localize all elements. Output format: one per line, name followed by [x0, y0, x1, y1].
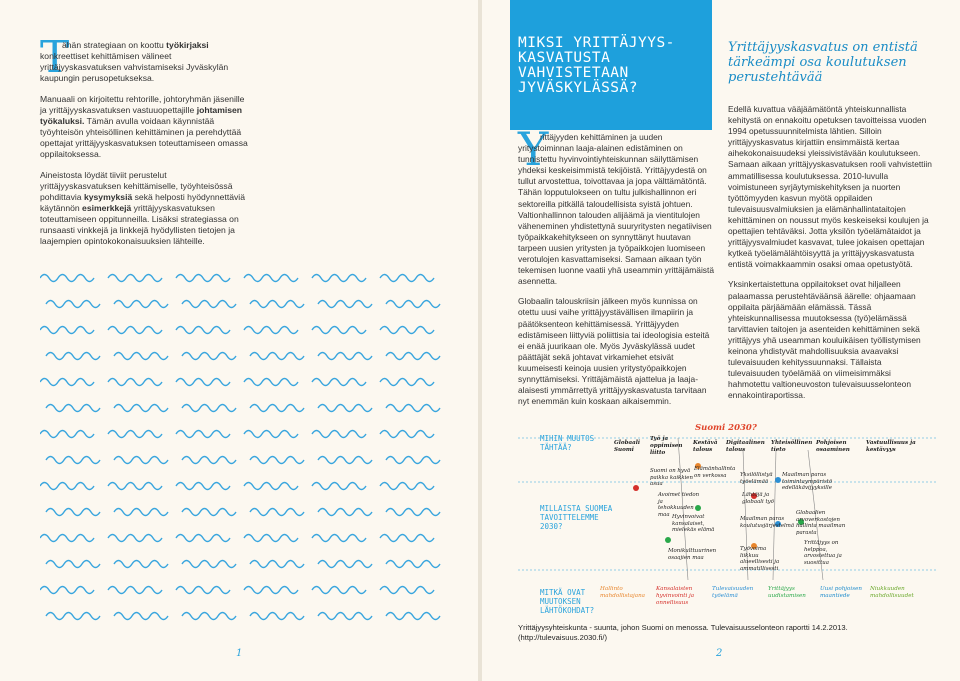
wave-stroke	[182, 509, 236, 516]
wave-stroke	[318, 301, 372, 308]
wave-stroke	[380, 431, 434, 438]
node-dot	[665, 537, 671, 543]
question-2: MILLAISTA SUOMEA TAVOITTELEMME 2030?	[540, 504, 613, 531]
wave-stroke	[176, 379, 230, 386]
col2-para-1: rittäjyyden kehittäminen ja uuden yritystoiminnan laaja-alainen edistäminen on tunnistettu hyvinvointiyhteiskunnan säilyttämisen yhdeksi keskeisimmistä tekijöistä. Yrittäjyydestä on tullut arvostettua, toivottavaa ja jopa välttämätöntä. Tähän lopputulokseen on tultu julkishallinnon eri sektoreilla pitkällä taloudellisista syistä johtuen. Valtionhallinnon talouden alijäämä ja vientitulojen väheneminen yhdistettynä suuryritysten negatiivisen työpaikkakehitykseen on synnyttänyt huutavan tarpeen uusien yritysten ja työpaikkojen luomiseen verotulojen kasvattamiseksi. Samaan aikaan työn tekemisen luonne vaatii yhä useammin yrittäjämäistä asennetta.	[518, 132, 714, 287]
wave-stroke	[386, 561, 440, 568]
top-label-1: Globaali Suomi	[614, 440, 641, 453]
top-label-5: Yhteisöllinen tieto	[771, 440, 813, 453]
top-label-6: Pohjoisen osaaminen	[816, 440, 850, 453]
node-dot	[633, 485, 639, 491]
wave-stroke	[114, 509, 168, 516]
wave-stroke	[244, 483, 298, 490]
wave-stroke	[108, 275, 162, 282]
wave-stroke	[114, 301, 168, 308]
wave-stroke	[250, 353, 304, 360]
diagram-center-title: Suomi 2030?	[695, 423, 757, 433]
note-2: Elämänhallinta on verkossa	[694, 466, 736, 479]
diagram-caption: Yrittäjyysyhteiskunta - suunta, johon Suomi on menossa. Tulevaisuusselonteon raportti 14.2.2013. (http://tulevaisuus.2030.fi/)	[518, 623, 848, 642]
note-10: Monikulttuurinen osaajien maa	[668, 548, 717, 561]
wave-stroke	[386, 457, 440, 464]
intro-para-1: ähän strategiaan on koottu työkirjaksi konkreettiset kehittämisen välineet yrittäjyyskasvatuksen vahvistamiseksi Jyväskylän kaupungin perusopetukseksa.	[40, 40, 229, 83]
wave-stroke	[318, 509, 372, 516]
wave-stroke	[182, 301, 236, 308]
wave-stroke	[318, 405, 372, 412]
wave-stroke	[312, 483, 366, 490]
wave-pattern	[40, 268, 448, 648]
wave-stroke	[176, 431, 230, 438]
wave-stroke	[176, 327, 230, 334]
wave-stroke	[46, 613, 100, 620]
wave-stroke	[182, 405, 236, 412]
wave-stroke	[312, 327, 366, 334]
wave-stroke	[114, 405, 168, 412]
wave-stroke	[380, 587, 434, 594]
intro-para-3: Aineistosta löydät tiiviit perustelut yrittäjyyskasvatuksen kehittämiselle, työyhteisössä pohdittavia kysymyksiä sekä helposti hyödynnettäviä käytännön esimerkkejä yrittäjyyskasvatuksen toteuttamiseen oppitunneilla. Lisäksi strategiassa on runsaasti vinkkejä ja linkkejä hyödyllisten tietojen ja laajempien opintokokonaisuuksien lähteille.	[40, 170, 245, 246]
wave-stroke	[312, 275, 366, 282]
title-box-heading: MIKSI YRITTÄJYYS-KASVATUSTA VAHVISTETAAN JYVÄSKYLÄSSÄ?	[518, 35, 675, 96]
wave-stroke	[40, 483, 94, 490]
wave-stroke	[176, 587, 230, 594]
wave-stroke	[386, 613, 440, 620]
wave-stroke	[108, 327, 162, 334]
wave-stroke	[312, 431, 366, 438]
wave-stroke	[250, 457, 304, 464]
wave-stroke	[40, 535, 94, 542]
wave-stroke	[40, 379, 94, 386]
drop-cap-t: T	[40, 32, 70, 83]
wave-stroke	[108, 379, 162, 386]
wave-stroke	[176, 483, 230, 490]
wave-stroke	[182, 613, 236, 620]
wave-stroke	[318, 561, 372, 568]
wave-stroke	[250, 613, 304, 620]
wave-stroke	[386, 301, 440, 308]
page-number-left: 1	[236, 648, 243, 659]
wave-stroke	[182, 561, 236, 568]
wave-stroke	[244, 379, 298, 386]
top-label-2: Työ ja oppimisen liitto	[650, 436, 683, 456]
note-4: Avoimet tiedon ja tehokkuuden maa	[658, 492, 700, 518]
note-7: Maailman paras koulutusjärjestelmä	[740, 516, 795, 529]
wave-stroke	[380, 483, 434, 490]
wave-stroke	[244, 275, 298, 282]
wave-stroke	[114, 613, 168, 620]
wave-stroke	[46, 301, 100, 308]
note-11: Työvoima liikkuu alueellisesti ja ammatillisesti	[740, 546, 780, 572]
wave-stroke	[386, 353, 440, 360]
wave-stroke	[46, 405, 100, 412]
bottom-label-1: Hallinto mahdollistajana	[600, 586, 646, 599]
wave-stroke	[114, 457, 168, 464]
wave-stroke	[108, 535, 162, 542]
note-1: Suomi on hyvä paikka kaikkien asua	[650, 468, 693, 488]
wave-stroke	[312, 379, 366, 386]
question-3: MITKÄ OVAT MUUTOKSEN LÄHTÖKOHDAT?	[540, 588, 595, 615]
note-12: Yrittäjyys on helppoa, arvostettua ja suosittua	[804, 540, 842, 566]
wave-stroke	[46, 457, 100, 464]
wave-stroke	[176, 275, 230, 282]
wave-stroke	[40, 431, 94, 438]
wave-stroke	[108, 431, 162, 438]
bottom-label-2: Kansalaisten hyvinvointi ja onnellisuus	[656, 586, 695, 606]
bottom-label-6: Niukkuuden mahdollisuudet	[870, 586, 914, 599]
note-9: Globaalien arvoverkostojen hallinta maailman parasta	[796, 510, 846, 536]
wave-stroke	[318, 353, 372, 360]
wave-stroke	[318, 613, 372, 620]
wave-stroke	[380, 379, 434, 386]
col3-para-1: Edellä kuvattua vääjäämätöntä yhteiskunnallista kehitystä on ennakoitu opetuksen tavoitteissa vuoden 1994 opetussuunnitelmista lähtien. Silloin yrittäjyyskasvatus kirjattiin ensimmäistä kertaa aihekokonaisuudeksi yleissivistävään koulutukseen. Samaan aikaan yrittäjyyskasvatuksen rooli vahvistettiin ammatillisessa koulutuksessa. 2010-luvulla voimistuneen syrjäytymiskehityksen ja nuorten työttömyyden kasvun myötä oppilaiden tulevaisuusvalmiuksien ja elämänhallintataitojen kehittäminen on noussut myös keskeiseksi koulujen ja opettajien tehtäväksi. Jotta yksilön työelämätaidot ja yrittäjyysvalmiudet kasvavat, tulee jokaisen opettajan kytkeä työelämälähtöisyyttä ja yrittäjyyskasvatusta entistä voimakkaammin osaksi omaa opetustyötä.	[728, 104, 932, 270]
top-label-7: Vastuullisuus ja kestävyys	[866, 440, 916, 453]
wave-stroke	[250, 301, 304, 308]
wave-stroke	[250, 561, 304, 568]
wave-stroke	[40, 587, 94, 594]
column-3	[728, 104, 933, 410]
col2-para-2: Globaalin talouskriisin jälkeen myös kunnissa on otettu uusi vaihe yrittäjyystävällisen ilmapiirin ja päätöksenteon kehittämisessä. Yrittäjyyden edistämiseen liittyviä poliittisia tai ideologisia esteitä ei enää juurikaan ole. Myös Jyväskylässä uudet päättäjät sekä johtavat virkamiehet etsivät kuumeisesti keinoja uusien yritystyöpaikkojen synnyttämiseksi. Yrittäjämäistä ajattelua ja laaja-alaisesti ymmärrettyä yrittäjyyskasvatusta tarvitaan nyt enemmän kuin koskaan aikaisemmin.	[518, 296, 710, 407]
wave-stroke	[386, 405, 440, 412]
note-6: Hyvinvoivat kansalaiset, mielekäs elämä	[672, 514, 715, 534]
wave-stroke	[40, 327, 94, 334]
wave-stroke	[182, 457, 236, 464]
wave-stroke	[108, 587, 162, 594]
column-2	[518, 132, 718, 416]
wave-stroke	[182, 353, 236, 360]
wave-stroke	[176, 535, 230, 542]
wave-stroke	[380, 535, 434, 542]
wave-stroke	[244, 327, 298, 334]
bottom-label-5: Uusi pohjoisen maantiede	[820, 586, 862, 599]
top-label-3: Kestävä talous	[693, 440, 718, 453]
page-number-right: 2	[716, 648, 723, 659]
wave-stroke	[244, 535, 298, 542]
wave-stroke	[318, 457, 372, 464]
wave-stroke	[114, 353, 168, 360]
wave-stroke	[386, 509, 440, 516]
intro-para-2: Manuaali on kirjoitettu rehtorille, johtoryhmän jäsenille ja yrittäjyyskasvatuksen vastuuopettajille johtamisen työkaluksi. Tämän avulla voidaan käynnistää työyhteisön yhteisöllinen kehittäminen ja perehdyttää opettajat yrittäjyyskasvatuksen toteuttamiseen omassa oppilaitoksessa.	[40, 94, 248, 159]
top-label-4: Digitaalinen talous	[726, 440, 765, 453]
wave-stroke	[46, 353, 100, 360]
bottom-label-4: Yrittäjyys uudistamisen	[768, 586, 806, 599]
note-3: Yksilöllistyä työelämää	[740, 472, 773, 485]
wave-stroke	[380, 327, 434, 334]
wave-stroke	[108, 483, 162, 490]
wave-stroke	[250, 509, 304, 516]
wave-stroke	[312, 535, 366, 542]
wave-stroke	[380, 275, 434, 282]
drop-cap-y: Y	[518, 122, 549, 176]
wave-stroke	[46, 509, 100, 516]
question-1: MIHIN MUUTOS TÄHTÄÄ?	[540, 434, 595, 452]
wave-stroke	[114, 561, 168, 568]
note-5: Lähtöjä ja globaali työ	[742, 492, 774, 505]
note-8: Maailman paras toimintaympäristö edelläkävijyyksille	[782, 472, 833, 492]
intro-text	[40, 40, 248, 257]
wave-stroke	[46, 561, 100, 568]
wave-stroke	[250, 405, 304, 412]
col3-para-2: Yksinkertaistettuna oppilaitokset ovat hiljalleen palaamassa perustehtäväänsä äärelle: ohjaamaan oppilaita pärjäämään elämässä. Tässä yhteiskunnallisessa muutoksessa (työ)elämässä tarvittavien taitojen ja asenteiden kehittäminen sekä yrittäjyys yhä useamman kouluikäisen työllistymisen keinona yhdistyvät mahdollisuuksia avaavaksi tulevaisuuden kehityssuunnaksi. Tällaista tulevaisuuden työelämää on viimeisimmäksi hahmotettu valtioneuvoston tulevaisuusselonteon ennakointiraportissa.	[728, 279, 921, 401]
wave-stroke	[312, 587, 366, 594]
bottom-label-3: Tulevaisuuden työelämä	[712, 586, 754, 599]
future-diagram	[518, 420, 938, 620]
wave-stroke	[40, 275, 94, 282]
column-3-heading: Yrittäjyyskasvatus on entistä tärkeämpi osa koulutuksen perustehtävää	[728, 40, 918, 85]
wave-stroke	[244, 587, 298, 594]
wave-stroke	[244, 431, 298, 438]
